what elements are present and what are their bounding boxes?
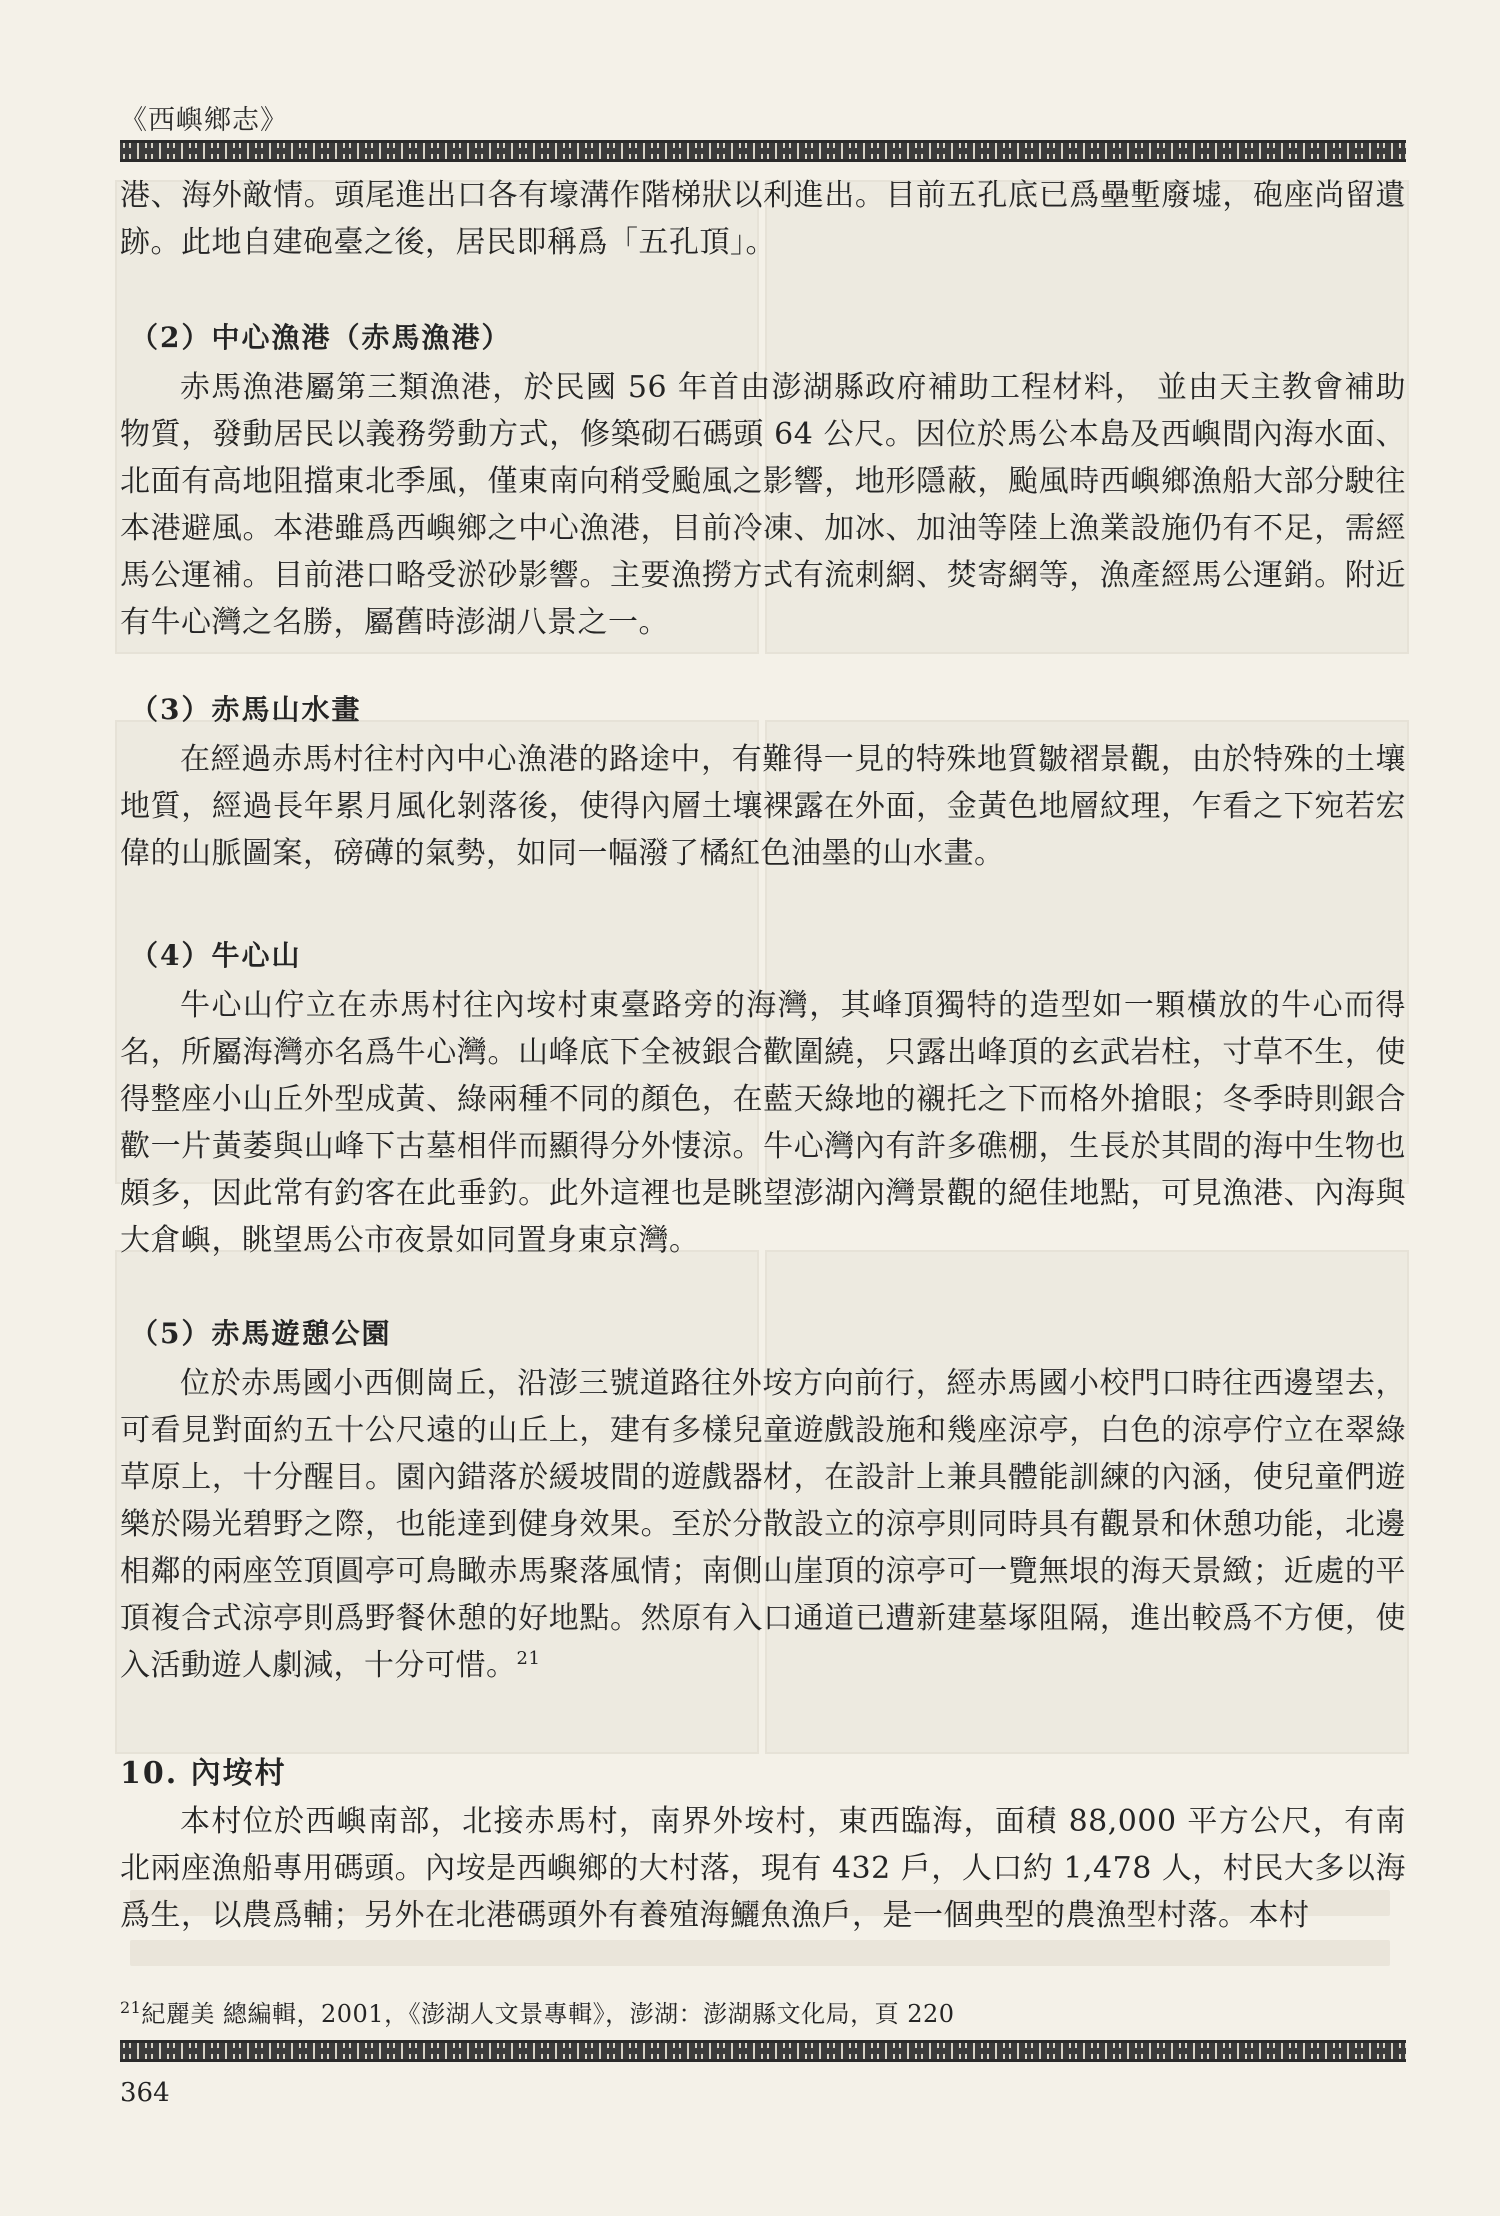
section-heading-central-fishing-port: （2）中心漁港（赤馬漁港） xyxy=(130,321,512,354)
running-header-title: 《西嶼鄉志》 xyxy=(120,105,288,136)
section-heading-niuxin-mountain: （4）牛心山 xyxy=(130,939,302,972)
footnote-text: 紀麗美 總編輯，2001，《澎湖人文景專輯》，澎湖：澎湖縣文化局，頁 220 xyxy=(141,2000,955,2028)
top-decorative-border xyxy=(120,140,1406,162)
section-heading-landscape-painting: （3）赤馬山水畫 xyxy=(130,693,362,726)
page-number: 364 xyxy=(120,2078,170,2108)
footnote xyxy=(120,1994,955,2029)
recreation-park-text: 位於赤馬國小西側崗丘，沿澎三號道路往外垵方向前行，經赤馬國小校門口時往西邊望去，可看見對面約五十公尺遠的山丘上，建有多樣兒童遊戲設施和幾座涼亭，白色的涼亭佇立在翠綠草原上，十分醒目。園內錯落於緩坡間的遊戲器材，在設計上兼具體能訓練的內涵，使兒童們遊樂於陽光碧野之際，也能達到健身效果。至於分散設立的涼亭則同時具有觀景和休憩功能，北邊相鄰的兩座笠頂圓亭可鳥瞰赤馬聚落風情；南側山崖頂的涼亭可一覽無垠的海天景緻；近處的平頂複合式涼亭則爲野餐休憩的好地點。然原有入口通道已遭新建墓塚阻隔，進出較爲不方便，使入活動遊人劇減，十分可惜。 xyxy=(120,1366,1406,1683)
section-heading-recreation-park: （5）赤馬遊憩公園 xyxy=(130,1317,392,1350)
intro-paragraph: 港、海外敵情。頭尾進出口各有壕溝作階梯狀以利進出。目前五孔底已爲壘塹廢墟，砲座尚留遺跡。此地自建砲臺之後，居民即稱爲「五孔頂」。 xyxy=(120,178,1406,260)
paragraph-niuxin-mountain: 牛心山佇立在赤馬村往內垵村東臺路旁的海灣，其峰頂獨特的造型如一顆橫放的牛心而得名，所屬海灣亦名爲牛心灣。山峰底下全被銀合歡圍繞，只露出峰頂的玄武岩柱，寸草不生，使得整座小山丘外型成黃、綠兩種不同的顏色，在藍天綠地的襯托之下而格外搶眼；冬季時則銀合歡一片黃萎與山峰下古墓相伴而顯得分外悽涼。牛心灣內有許多礁棚，生長於其間的海中生物也頗多，因此常有釣客在此垂釣。此外這裡也是眺望澎湖內灣景觀的絕佳地點，可見漁港、內海與大倉嶼，眺望馬公市夜景如同置身東京灣。 xyxy=(120,988,1406,1258)
section-heading-neian-village: 10. 內垵村 xyxy=(120,1756,287,1791)
paragraph-recreation-park xyxy=(120,1360,1406,1689)
paragraph-central-fishing-port: 赤馬漁港屬第三類漁港，於民國 56 年首由澎湖縣政府補助工程材料， 並由天主教會補助物質，發動居民以義務勞動方式，修築砌石碼頭 64 公尺。因位於馬公本島及西嶼間內海水面、北面有高地阻擋東北季風，僅東南向稍受颱風之影響，地形隱蔽，颱風時西嶼鄉漁船大部分駛往本港避風。本港雖爲西嶼鄉之中心漁港，目前冷凍、加冰、加油等陸上漁業設施仍有不足，需經馬公運補。目前港口略受淤砂影響。主要漁撈方式有流刺網、焚寄網等，漁產經馬公運銷。附近有牛心灣之名勝，屬舊時澎湖八景之一。 xyxy=(120,370,1406,640)
paragraph-neian-village: 本村位於西嶼南部，北接赤馬村，南界外垵村，東西臨海，面積 88,000 平方公尺，有南北兩座漁船專用碼頭。內垵是西嶼鄉的大村落，現有 432 戶，人口約 1,478 人，村民大多以海爲生，以農爲輔；另外在北港碼頭外有養殖海鱺魚漁戶，是一個典型的農漁型村落。本村 xyxy=(120,1804,1406,1933)
bottom-decorative-border xyxy=(120,2040,1406,2062)
paragraph-landscape-painting: 在經過赤馬村往村內中心漁港的路途中，有難得一見的特殊地質皺褶景觀，由於特殊的土壤地質，經過長年累月風化剝落後，使得內層土壤裸露在外面，金黃色地層紋理，乍看之下宛若宏偉的山脈圖案，磅礡的氣勢，如同一幅潑了橘紅色油墨的山水畫。 xyxy=(120,742,1406,871)
footnote-reference: 21 xyxy=(516,1648,541,1669)
footnote-number: 21 xyxy=(120,1998,142,2017)
show-through-text-line xyxy=(130,1940,1390,1966)
